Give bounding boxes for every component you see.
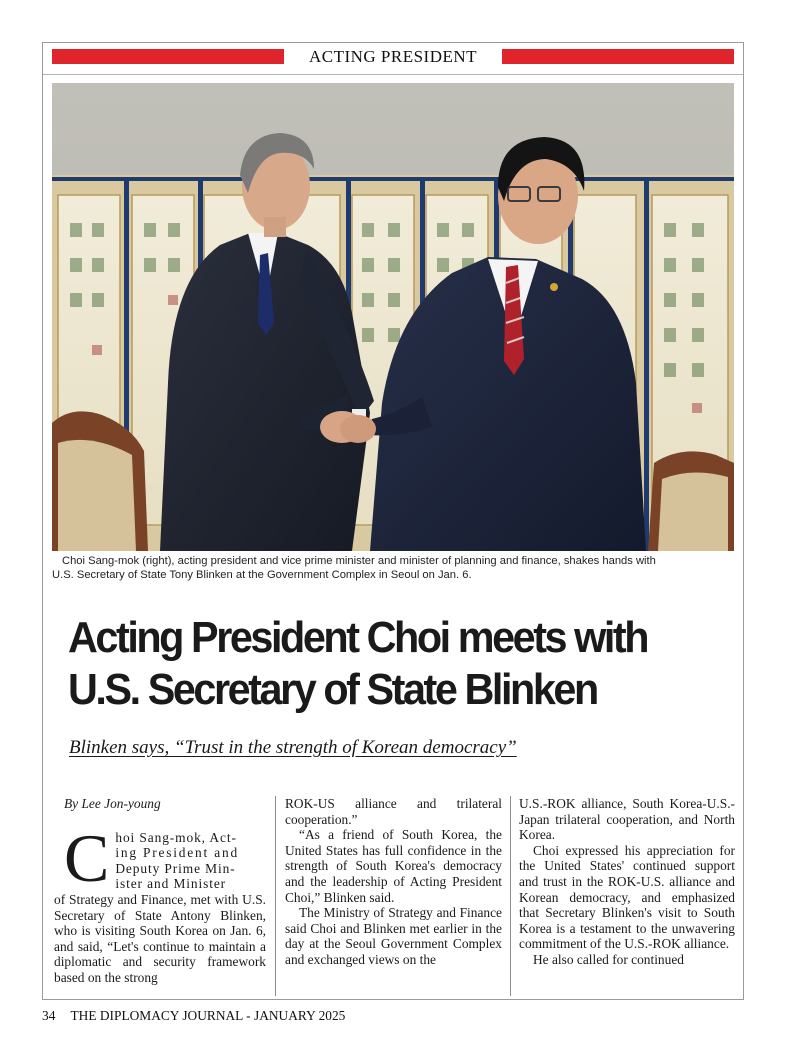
body-line: Deputy Prime Min- xyxy=(115,860,236,876)
body-paragraph: U.S.-ROK alliance, South Korea-U.S.-Japan trilateral cooperation, and North Korea. xyxy=(519,796,735,843)
headline-line-2: U.S. Secretary of State Blinken xyxy=(68,665,597,714)
section-header xyxy=(52,47,734,69)
news-photo xyxy=(52,83,734,551)
article-headline xyxy=(68,612,698,716)
body-paragraph: of Strategy and Finance, met with U.S. Secretary of State Antony Blinken, who is visiting South Korea on Jan. 6, and said, “Let's continue to maintain a diplomatic and security framework based on the strong xyxy=(54,891,266,985)
body-paragraph: Choi expressed his appreciation for the United States' continued support and trust in the ROK-U.S. alliance and Korean democracy, and emphasized that Secretary Blinken's visit to South Korea is a testament to the unwavering commitment of the U.S.-ROK alliance. xyxy=(519,842,735,952)
caption-line-1: Choi Sang-mok (right), acting president and vice prime minister and minister of planning and finance, shakes hands with xyxy=(62,555,656,567)
article-subhead: Blinken says, “Trust in the strength of Korean democracy” xyxy=(69,737,517,758)
section-header-bar-right xyxy=(502,49,734,64)
page-footer xyxy=(42,1008,442,1024)
column-divider-1 xyxy=(275,796,276,996)
body-line: ister and Minister xyxy=(115,876,227,892)
section-divider xyxy=(43,74,743,75)
byline: By Lee Jon-young xyxy=(64,796,161,811)
article-column-3 xyxy=(519,796,735,968)
publication-name: THE DIPLOMACY JOURNAL - JANUARY 2025 xyxy=(70,1008,346,1023)
body-paragraph: ROK-US alliance and trilateral cooperation.” xyxy=(285,796,502,827)
body-paragraph: “As a friend of South Korea, the United States has full confidence in the strength of South Korea's democracy and the leadership of Acting President Choi,” Blinken said. xyxy=(285,827,502,905)
photo-caption xyxy=(52,554,742,582)
body-paragraph: He also called for continued xyxy=(533,951,684,967)
body-line: hoi Sang-mok, Act- xyxy=(115,829,237,845)
column-divider-2 xyxy=(510,796,511,996)
section-header-bar-left xyxy=(52,49,284,64)
body-line: ing President and xyxy=(115,845,239,861)
article-column-2 xyxy=(285,796,502,968)
drop-cap: C xyxy=(64,819,110,896)
article-column-1 xyxy=(54,796,266,986)
section-label: ACTING PRESIDENT xyxy=(308,47,478,66)
page-number: 34 xyxy=(42,1008,56,1023)
caption-line-2: U.S. Secretary of State Tony Blinken at the Government Complex in Seoul on Jan. 6. xyxy=(52,569,472,581)
headline-line-1: Acting President Choi meets with xyxy=(68,613,648,662)
body-paragraph: The Ministry of Strategy and Finance said Choi and Blinken met earlier in the day at the Seoul Government Complex and exchanged views on the xyxy=(285,905,502,967)
